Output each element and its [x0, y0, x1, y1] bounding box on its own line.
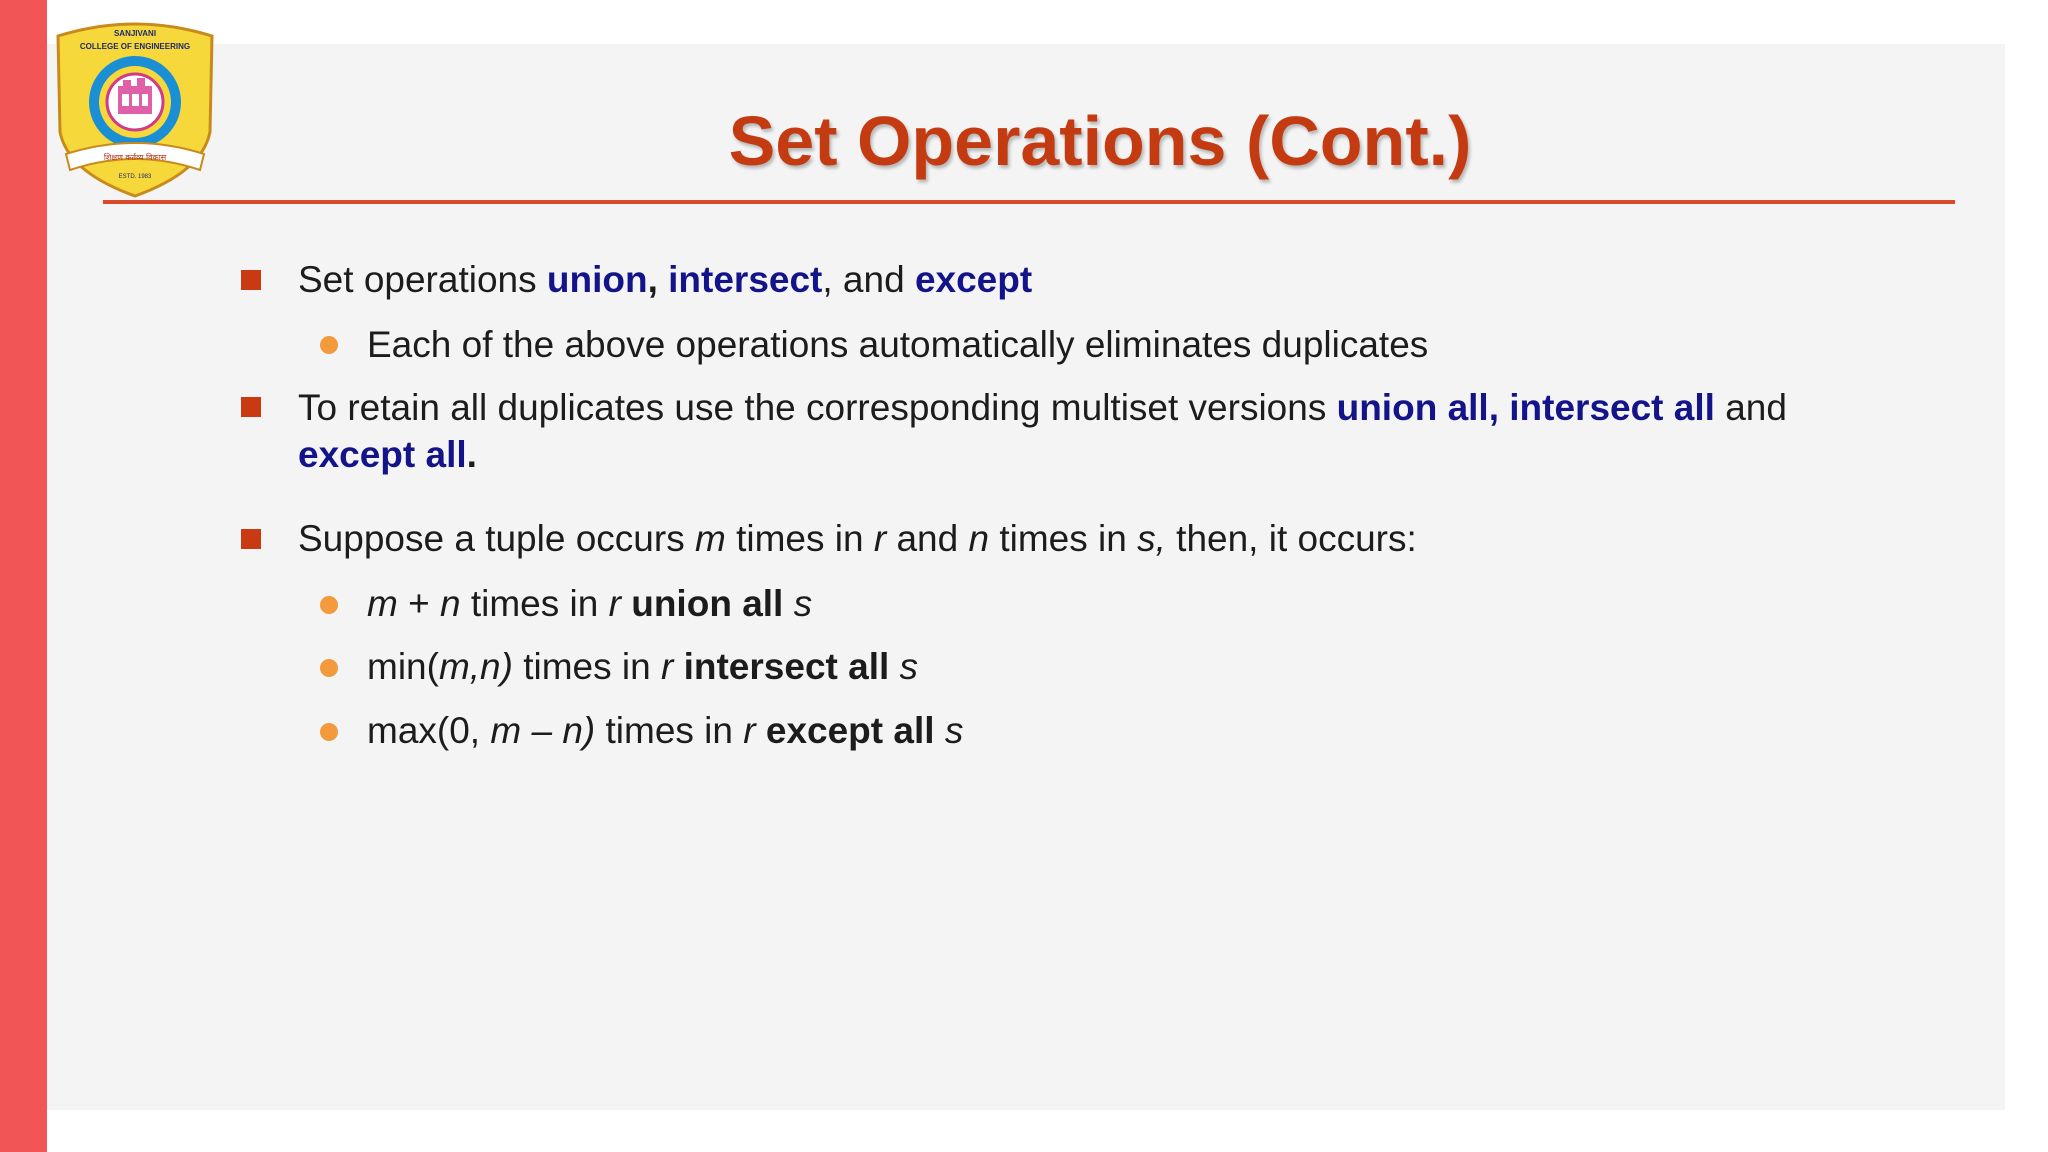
subbullet-union-all: m + n times in r union all s [367, 583, 813, 624]
square-bullet-icon [241, 270, 261, 290]
svg-text:SANJIVANI: SANJIVANI [113, 29, 157, 38]
bullet-retain-duplicates-cont: except all. [298, 434, 477, 475]
college-logo [52, 14, 218, 199]
round-bullet-icon [320, 659, 338, 677]
square-bullet-icon [241, 529, 261, 549]
subbullet-intersect-all: min(m,n) times in r intersect all s [367, 646, 919, 687]
left-accent-bar [0, 0, 47, 1152]
subbullet-except-all: max(0, m – n) times in r except all s [367, 710, 964, 751]
round-bullet-icon [320, 336, 338, 354]
round-bullet-icon [320, 596, 338, 614]
svg-text:ESTD. 1983: ESTD. 1983 [118, 174, 152, 180]
svg-text:शिक्षण कर्तव्य विकास: शिक्षण कर्तव्य विकास [103, 153, 167, 162]
square-bullet-icon [241, 397, 261, 417]
round-bullet-icon [320, 723, 338, 741]
slide-title: Set Operations (Cont.) [728, 102, 1472, 180]
bullet-set-operations: Set operations union, intersect, and except [298, 259, 1033, 300]
svg-text:COLLEGE OF ENGINEERING: COLLEGE OF ENGINEERING [79, 42, 191, 51]
bullet-retain-duplicates: To retain all duplicates use the corresponding multiset versions union all, intersect all and [298, 387, 1787, 428]
subbullet-eliminates-duplicates: Each of the above operations automatically eliminates duplicates [367, 324, 1429, 365]
bullet-suppose-tuple: Suppose a tuple occurs m times in r and n times in s, then, it occurs: [298, 518, 1417, 559]
title-underline [103, 200, 1955, 204]
